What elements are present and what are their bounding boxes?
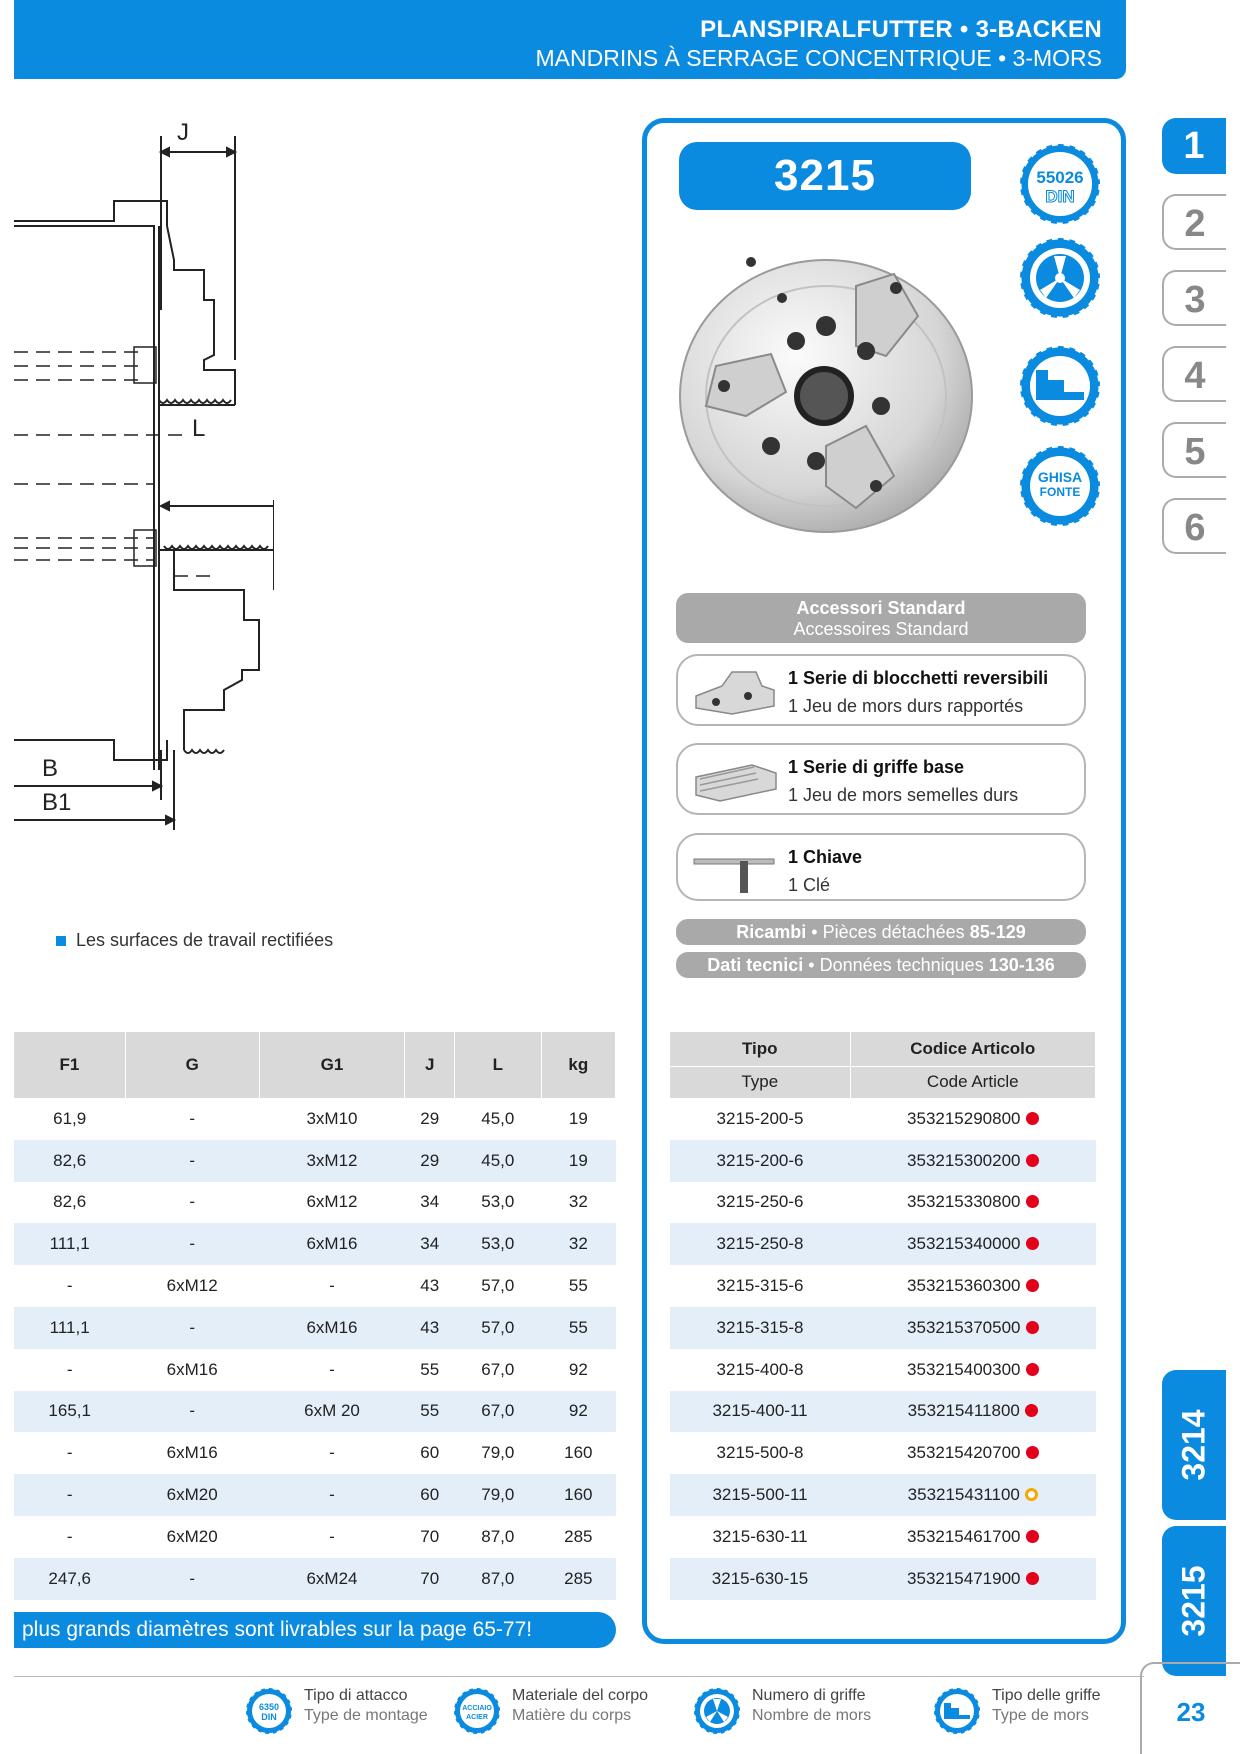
article-code: 353215340000 [907, 1234, 1021, 1254]
type-cell: 3215-630-15 [670, 1558, 850, 1600]
availability-dot-icon [1026, 1321, 1039, 1334]
footer-legend-jaw-type [932, 1686, 1101, 1736]
table-row [14, 1265, 616, 1307]
din-badge-text: DIN [1045, 187, 1075, 206]
code-cell [850, 1307, 1095, 1349]
footer-jaw-count-it: Numero di griffe [752, 1687, 866, 1704]
article-code: 353215290800 [907, 1108, 1021, 1128]
code-cell [850, 1140, 1095, 1182]
product-code: 3215 [679, 142, 971, 210]
availability-dot-icon [1026, 1112, 1039, 1125]
dims-cell: 160 [564, 1443, 593, 1463]
codes-header-type-it: Tipo [670, 1032, 850, 1066]
table-row [670, 1391, 1096, 1433]
dims-cell: - [66, 1276, 73, 1296]
side-tab-4[interactable]: 4 [1162, 346, 1226, 402]
dims-cell: 34 [405, 1223, 455, 1265]
dims-cell: 82,6 [14, 1140, 125, 1182]
table-row [670, 1140, 1096, 1182]
dims-cell: 43 [405, 1307, 455, 1349]
body-material-icon [452, 1686, 502, 1736]
type-cell: 3215-400-8 [716, 1359, 804, 1379]
cast-iron-text-2: FONTE [1039, 485, 1081, 499]
technical-drawing [14, 110, 274, 840]
table-row [670, 1558, 1096, 1600]
spare-parts-ref[interactable] [676, 919, 1086, 945]
tech-data-fr: • Données techniques [803, 955, 989, 975]
dims-cell: 43 [420, 1276, 440, 1296]
dims-header-cell: G1 [259, 1032, 405, 1098]
accessory-fr: 1 Clé [788, 875, 831, 895]
dims-cell: 55 [420, 1359, 440, 1379]
din-gear-badge-icon [1016, 140, 1104, 228]
dims-cell: 79,0 [481, 1443, 515, 1463]
cast-iron-text-1: GHISA [1037, 469, 1083, 485]
code-cell [850, 1391, 1095, 1433]
table-row [14, 1516, 616, 1558]
feature-note [56, 930, 333, 951]
tech-data-ref[interactable] [676, 952, 1086, 978]
code-cell [850, 1265, 1095, 1307]
dims-cell: - [329, 1359, 335, 1379]
dims-cell: 60 [420, 1443, 440, 1463]
page-number: 23 [1140, 1662, 1240, 1754]
dims-cell: 6xM16 [259, 1307, 405, 1349]
dims-cell: 111,1 [14, 1307, 125, 1349]
dims-cell: 6xM20 [125, 1474, 259, 1516]
dims-cell: - [189, 1108, 196, 1128]
footer-jaw-type-it: Tipo delle griffe [992, 1687, 1101, 1704]
dims-cell: 82,6 [53, 1192, 87, 1212]
dims-cell: - [66, 1443, 73, 1463]
table-row [14, 1098, 616, 1140]
header-title-fr: MANDRINS À SERRAGE CONCENTRIQUE • 3-MORS [535, 45, 1102, 71]
side-tab-3[interactable]: 3 [1162, 270, 1226, 326]
table-row [14, 1182, 616, 1224]
article-code: 353215370500 [907, 1317, 1021, 1337]
code-cell [850, 1474, 1095, 1516]
dims-cell: 160 [541, 1474, 615, 1516]
dims-cell: 55 [568, 1276, 588, 1296]
mounting-type-icon [244, 1686, 294, 1736]
side-tab-2[interactable]: 2 [1162, 194, 1226, 250]
dims-cell: 70 [405, 1558, 455, 1600]
availability-dot-icon [1026, 1195, 1039, 1208]
type-cell: 3215-250-8 [670, 1223, 850, 1265]
dims-cell: - [329, 1276, 335, 1296]
side-tab-3214-label: 3214 [1175, 1409, 1212, 1481]
dims-cell: - [329, 1526, 335, 1546]
dim-label-l: L [192, 415, 206, 442]
code-cell [850, 1558, 1095, 1600]
footer-legend-mounting [244, 1686, 428, 1736]
article-code: 353215360300 [907, 1276, 1021, 1296]
dims-cell: - [125, 1391, 259, 1433]
accessories-title-it: Accessori Standard [796, 598, 966, 618]
dims-cell: 19 [541, 1140, 615, 1182]
footer-legend-material [452, 1686, 648, 1736]
accessory-item [676, 833, 1086, 901]
dims-cell: - [66, 1526, 73, 1546]
side-tab-6[interactable]: 6 [1162, 498, 1226, 554]
accessory-fr: 1 Jeu de mors semelles durs [788, 785, 1019, 805]
feature-note-text: Les surfaces de travail rectifiées [76, 930, 334, 950]
table-row [14, 1432, 616, 1474]
accessory-it: 1 Serie di griffe base [788, 757, 965, 777]
dims-cell: 19 [568, 1108, 588, 1128]
dims-cell: 6xM12 [166, 1276, 218, 1296]
accessory-item [676, 654, 1086, 726]
bullet-square-icon [56, 936, 66, 946]
mounting-badge-number: 6350 [258, 1702, 280, 1712]
mounting-badge-din: DIN [261, 1712, 277, 1722]
dims-cell: 6xM16 [259, 1223, 405, 1265]
type-cell: 3215-500-11 [670, 1474, 850, 1516]
dims-cell: 6xM 20 [259, 1391, 405, 1433]
jaw-type-icon [932, 1686, 982, 1736]
dims-cell: - [125, 1140, 259, 1182]
article-code: 353215300200 [907, 1150, 1021, 1170]
dims-cell: - [125, 1223, 259, 1265]
dims-cell: 6xM16 [166, 1359, 218, 1379]
availability-dot-icon [1025, 1488, 1038, 1501]
availability-dot-icon [1026, 1446, 1039, 1459]
dims-header-cell: G [125, 1032, 259, 1098]
cast-iron-badge-icon [1016, 442, 1104, 530]
dims-cell: 70 [420, 1526, 440, 1546]
type-cell: 3215-500-8 [716, 1443, 804, 1463]
footer-mounting-it: Tipo di attacco [304, 1687, 408, 1704]
table-row [670, 1265, 1096, 1307]
jaw-type-badge-icon [1016, 342, 1104, 430]
side-tab-1[interactable]: 1 [1162, 118, 1226, 174]
code-cell [850, 1432, 1095, 1474]
dims-cell: 57,0 [481, 1276, 515, 1296]
dims-header-cell: J [405, 1032, 455, 1098]
larger-diameters-note: plus grands diamètres sont livrables sur la page 65-77! [14, 1612, 616, 1648]
dim-label-b1: B1 [42, 789, 72, 816]
type-cell: 3215-200-6 [670, 1140, 850, 1182]
dims-cell: 285 [564, 1526, 593, 1546]
codes-header-code-it: Codice Articolo [850, 1032, 1095, 1066]
table-row [14, 1307, 616, 1349]
dims-header-cell: kg [541, 1032, 615, 1098]
footer-jaw-count-fr: Nombre de mors [752, 1707, 872, 1724]
article-code: 353215420700 [907, 1443, 1021, 1463]
dims-cell: 111,1 [14, 1223, 125, 1265]
type-cell: 3215-200-5 [716, 1108, 804, 1128]
accessories-header [676, 593, 1086, 643]
accessory-it: 1 Chiave [788, 847, 863, 867]
table-row [14, 1140, 616, 1182]
dims-header-cell: F1 [14, 1032, 125, 1098]
spare-parts-fr: • Pièces détachées [806, 922, 970, 942]
dim-label-b: B [42, 755, 59, 782]
codes-header-code-fr: Code Article [850, 1066, 1095, 1098]
dims-cell: 3xM10 [306, 1108, 358, 1128]
table-row [670, 1516, 1096, 1558]
code-cell [850, 1516, 1095, 1558]
chuck-key-icon [692, 845, 778, 895]
dims-cell: 6xM12 [306, 1192, 358, 1212]
article-code: 353215431100 [907, 1485, 1020, 1505]
dims-cell: 53,0 [455, 1223, 542, 1265]
dims-cell: 79,0 [455, 1474, 542, 1516]
table-row [670, 1223, 1096, 1265]
availability-dot-icon [1026, 1530, 1039, 1543]
side-tab-5[interactable]: 5 [1162, 422, 1226, 478]
dims-cell: - [189, 1192, 196, 1212]
dims-cell: 165,1 [14, 1391, 125, 1433]
availability-dot-icon [1026, 1572, 1039, 1585]
dims-cell: 55 [405, 1391, 455, 1433]
footer-material-fr: Matière du corps [512, 1707, 632, 1724]
reversible-jaws-icon [692, 666, 778, 716]
code-cell [850, 1223, 1095, 1265]
accessory-item [676, 743, 1086, 815]
article-code: 353215461700 [907, 1526, 1021, 1546]
availability-dot-icon [1026, 1237, 1039, 1250]
availability-dot-icon [1025, 1404, 1038, 1417]
code-cell [850, 1098, 1095, 1140]
article-code: 353215471900 [907, 1568, 1021, 1588]
dims-cell: - [66, 1359, 73, 1379]
dims-cell: 67,0 [481, 1359, 515, 1379]
dims-cell: 60 [405, 1474, 455, 1516]
dims-header-cell: L [455, 1032, 542, 1098]
table-row [670, 1349, 1096, 1391]
table-row [670, 1432, 1096, 1474]
type-cell: 3215-630-11 [712, 1526, 808, 1546]
dim-label-j: J [177, 119, 189, 146]
dims-cell: 45,0 [455, 1140, 542, 1182]
table-row [670, 1098, 1096, 1140]
availability-dot-icon [1026, 1154, 1039, 1167]
article-code: 353215400300 [907, 1359, 1021, 1379]
dims-cell: 55 [541, 1307, 615, 1349]
chuck-product-image [676, 246, 976, 536]
type-cell: 3215-315-8 [670, 1307, 850, 1349]
dims-cell: 6xM24 [259, 1558, 405, 1600]
table-row [14, 1349, 616, 1391]
dims-cell: 6xM16 [166, 1443, 218, 1463]
dims-cell: - [125, 1558, 259, 1600]
type-cell: 3215-315-6 [716, 1276, 804, 1296]
dims-cell: - [14, 1474, 125, 1516]
type-cell: 3215-250-6 [716, 1192, 804, 1212]
dims-cell: 3xM12 [259, 1140, 405, 1182]
jaw-count-icon [692, 1686, 742, 1736]
footer-material-it: Materiale del corpo [512, 1687, 649, 1704]
dims-cell: 285 [541, 1558, 615, 1600]
code-cell [850, 1349, 1095, 1391]
spare-parts-it: Ricambi [736, 922, 807, 942]
footer-divider [14, 1676, 1144, 1677]
dims-cell: 45,0 [481, 1108, 515, 1128]
material-badge-acier: ACIER [466, 1714, 488, 1721]
dims-cell: - [125, 1307, 259, 1349]
table-row [14, 1223, 616, 1265]
footer-mounting-fr: Type de montage [304, 1707, 428, 1724]
material-badge-acciaio: ACCIAIO [462, 1705, 492, 1712]
dims-cell: 61,9 [53, 1108, 87, 1128]
table-row [14, 1474, 616, 1516]
table-row [14, 1558, 616, 1600]
dims-cell: - [259, 1474, 405, 1516]
tech-data-pages: 130-136 [988, 955, 1055, 975]
type-cell: 3215-400-11 [670, 1391, 850, 1433]
base-jaws-icon [692, 755, 778, 805]
accessory-it: 1 Serie di blocchetti reversibili [788, 668, 1049, 688]
side-tab-3214[interactable] [1162, 1370, 1226, 1520]
codes-table [670, 1032, 1096, 1600]
accessory-fr: 1 Jeu de mors durs rapportés [788, 696, 1024, 716]
availability-dot-icon [1026, 1363, 1039, 1376]
dims-cell: 247,6 [14, 1558, 125, 1600]
three-jaw-badge-icon [1016, 234, 1104, 322]
header-title-de: PLANSPIRALFUTTER • 3-BACKEN [700, 16, 1102, 43]
dims-cell: 92 [568, 1359, 588, 1379]
dims-cell: 87,0 [455, 1558, 542, 1600]
article-code: 353215411800 [907, 1401, 1020, 1421]
footer-legend-jaw-count [692, 1686, 871, 1736]
dims-cell: 53,0 [481, 1192, 515, 1212]
page-header [14, 0, 1126, 79]
dims-cell: 29 [405, 1140, 455, 1182]
dims-cell: 92 [541, 1391, 615, 1433]
availability-dot-icon [1026, 1279, 1039, 1292]
dims-cell: - [329, 1443, 335, 1463]
table-row [670, 1474, 1096, 1516]
side-tab-3215[interactable] [1162, 1526, 1226, 1676]
dims-cell: 67,0 [455, 1391, 542, 1433]
table-row [670, 1307, 1096, 1349]
footer-jaw-type-fr: Type de mors [992, 1707, 1089, 1724]
side-tab-3215-label: 3215 [1175, 1565, 1212, 1637]
din-badge-number: 55026 [1036, 168, 1084, 187]
dimensions-table [14, 1032, 616, 1600]
table-row [670, 1182, 1096, 1224]
accessories-title-fr: Accessoires Standard [793, 619, 969, 639]
table-row [14, 1391, 616, 1433]
codes-header-type-fr: Type [670, 1066, 850, 1098]
article-code: 353215330800 [907, 1192, 1021, 1212]
dims-cell: 32 [568, 1192, 588, 1212]
spare-parts-pages: 85-129 [969, 922, 1026, 942]
code-cell [850, 1182, 1095, 1224]
dims-cell: 29 [420, 1108, 440, 1128]
dims-cell: 32 [541, 1223, 615, 1265]
dims-cell: 57,0 [455, 1307, 542, 1349]
dims-cell: 34 [420, 1192, 440, 1212]
tech-data-it: Dati tecnici [707, 955, 804, 975]
dims-cell: 87,0 [481, 1526, 515, 1546]
dims-cell: 6xM20 [166, 1526, 218, 1546]
